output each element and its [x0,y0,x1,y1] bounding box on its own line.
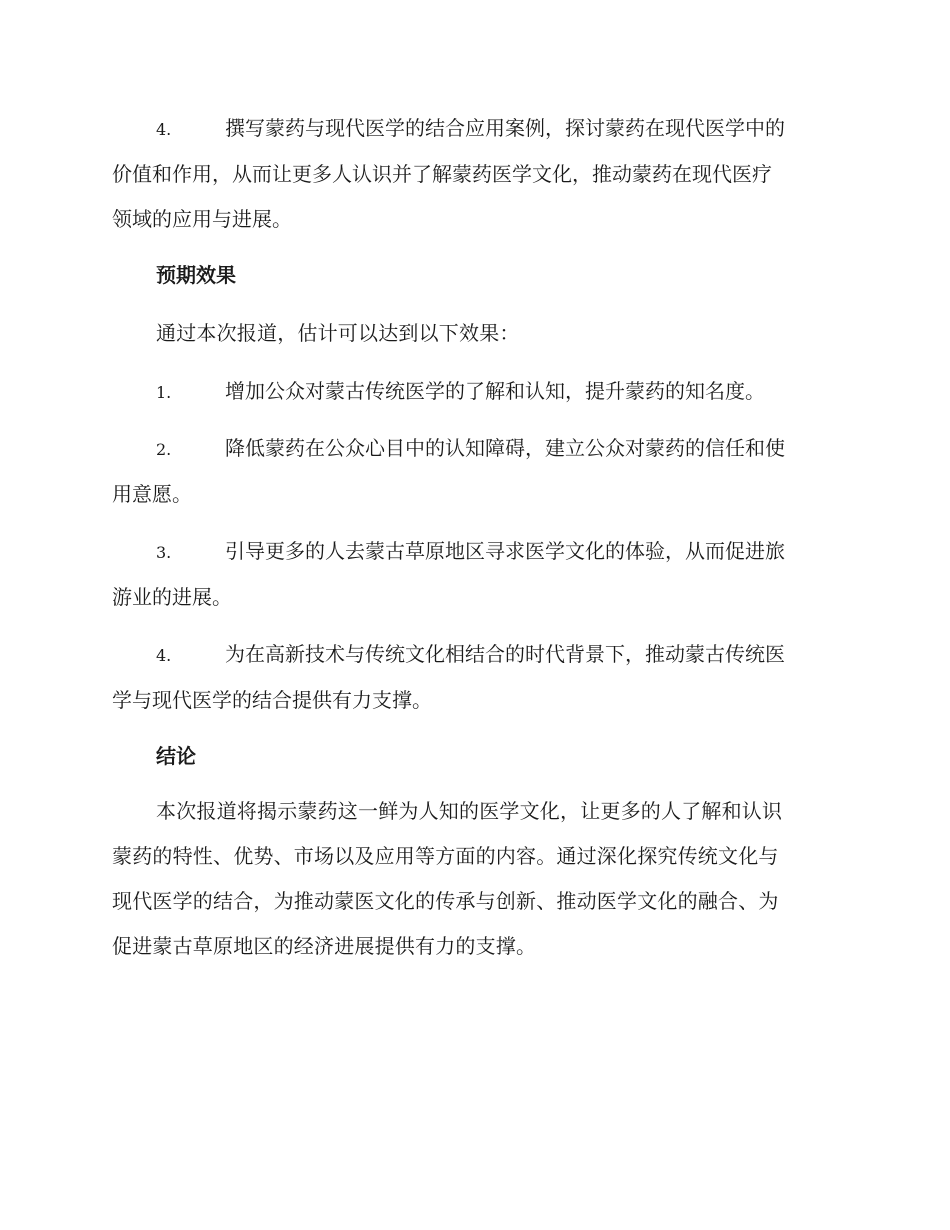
list-item [112,529,834,620]
section-heading-conclusion: 结论 [156,744,196,768]
list-text: 撰写蒙药与现代医学的结合应用案例，探讨蒙药在现代医学中的 [225,116,785,140]
list-text: 为在高新技术与传统文化相结合的时代背景下，推动蒙古传统医 [225,642,785,666]
list-number: 3. [156,543,172,562]
paragraph [112,311,834,356]
conclusion-paragraph [112,789,834,969]
list-text-continued: 学与现代医学的结合提供有力支撑。 [112,688,432,712]
paragraph-line: 现代医学的结合，为推动蒙医文化的传承与创新、推动医学文化的融合、为 [112,889,779,913]
list-number: 1. [156,383,172,402]
list-item [112,426,834,517]
list-text-continued: 领域的应用与进展。 [112,207,292,231]
list-text-continued: 游业的进展。 [112,585,232,609]
section-heading-effects: 预期效果 [156,263,236,287]
effects-intro: 通过本次报道，估计可以达到以下效果： [156,321,520,345]
list-text: 引导更多的人去蒙古草原地区寻求医学文化的体验，从而促进旅 [225,539,785,563]
list-text: 降低蒙药在公众心目中的认知障碍，建立公众对蒙药的信任和使 [225,436,785,460]
list-number: 2. [156,440,172,459]
list-text-continued: 价值和作用，从而让更多人认识并了解蒙药医学文化，推动蒙药在现代医疗 [112,162,772,186]
list-item [112,369,834,415]
list-number: 4. [156,646,172,665]
list-item [112,632,834,723]
paragraph-line: 蒙药的特性、优势、市场以及应用等方面的内容。通过深化探究传统文化与 [112,844,779,868]
list-number: 4. [156,120,172,139]
paragraph-line: 本次报道将揭示蒙药这一鲜为人知的医学文化，让更多的人了解和认识 [156,799,783,823]
list-item [112,106,834,242]
list-text: 增加公众对蒙古传统医学的了解和认知，提升蒙药的知名度。 [225,379,765,403]
list-text-continued: 用意愿。 [112,482,192,506]
paragraph-line: 促进蒙古草原地区的经济进展提供有力的支撑。 [112,934,537,958]
